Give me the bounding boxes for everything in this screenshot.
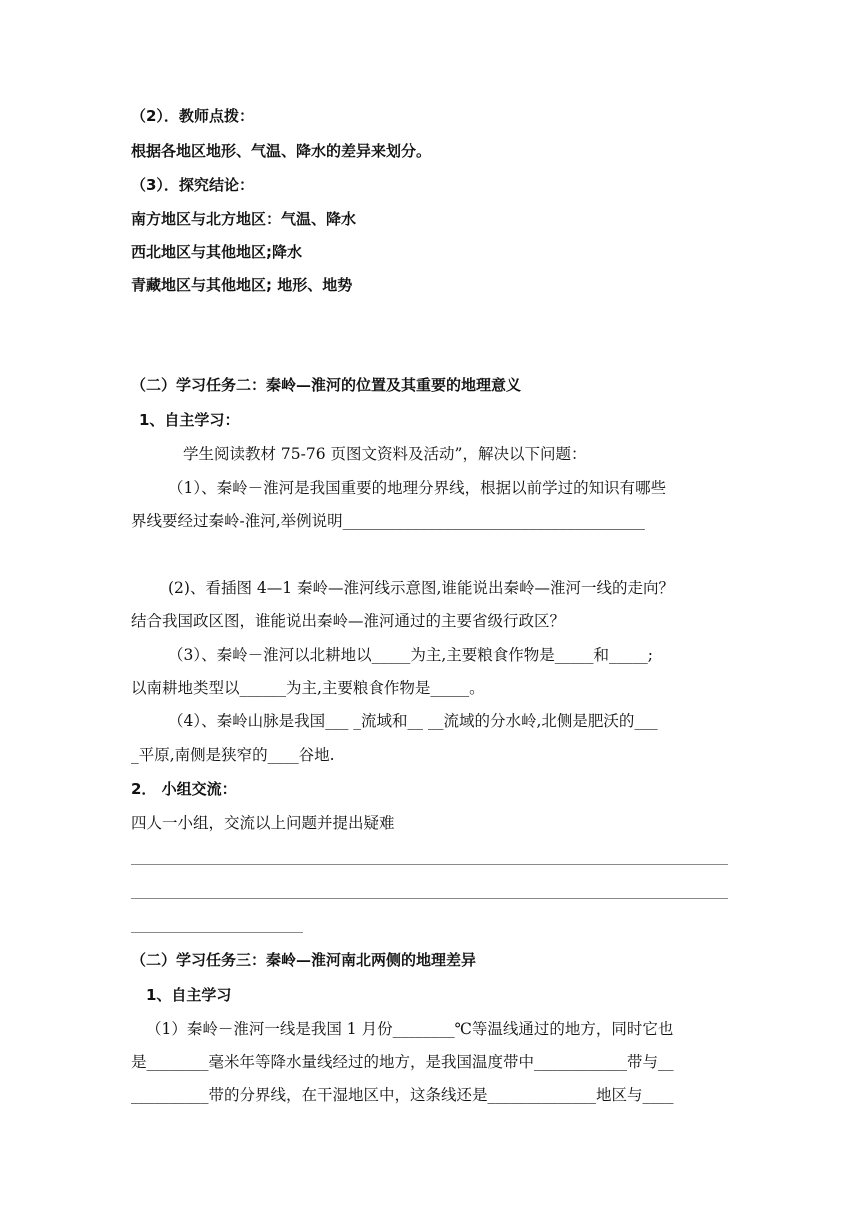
conclusion-item: 西北地区与其他地区;降水 [131,243,302,261]
task2-q1-line2: 界线要经过秦岭-淮河,举例说明_______________________________________ [131,512,645,530]
task2-title: （二）学习任务二：秦岭—淮河的位置及其重要的地理意义 [131,376,522,394]
task3-q1-line2: 是________毫米年等降水量线经过的地方，是我国温度带中____________带与__ [131,1053,674,1071]
group-exchange-label: 2． 小组交流： [131,780,237,798]
group-exchange-text: 四人一小组，交流以上问题并提出疑难 [131,814,395,832]
task3-q1-line3: __________带的分界线，在干湿地区中，这条线还是______________地区与____ [131,1086,674,1104]
task2-q2-line2: 结合我国政区图，谁能说出秦岭—淮河通过的主要省级行政区？ [131,612,566,630]
teacher-guide-text: 根据各地区地形、气温、降水的差异来划分。 [131,142,432,160]
task2-q4-line1: （4）、秦岭山脉是我国___ _流域和__ __流域的分水岭,北侧是肥沃的___ [168,712,658,730]
answer-line [131,864,728,865]
task2-intro: 学生阅读教材 75-76 页图文资料及活动”，解决以下问题： [183,445,587,463]
conclusion-label: （3）．探究结论： [131,176,254,194]
answer-line [131,898,728,899]
task2-q4-line2: _平原,南侧是狭窄的____谷地. [131,746,335,764]
task3-self-study-label: 1、自主学习 [146,986,232,1004]
teacher-guide-label: （2）．教师点拨： [131,107,254,125]
task3-q1-line1: （1）秦岭－淮河一线是我国 1 月份________℃等温线通过的地方，同时它也 [146,1020,674,1038]
task2-q3-line1: （3）、秦岭－淮河以北耕地以_____为主,主要粮食作物是_____和_____; [168,646,654,664]
task3-title: （二）学习任务三：秦岭—淮河南北两侧的地理差异 [131,951,477,969]
task2-q3-line2: 以南耕地类型以______为主,主要粮食作物是_____。 [131,679,485,697]
conclusion-item: 青藏地区与其他地区; 地形、地势 [131,276,353,294]
task2-q2-line1: (2)、看插图 4—1 秦岭—淮河线示意图,谁能说出秦岭—淮河一线的走向？ [168,579,674,597]
task2-self-study-label: 1、自主学习： [139,411,240,429]
task2-q1-line1: （1）、秦岭－淮河是我国重要的地理分界线，根据以前学过的知识有哪些 [168,479,667,497]
conclusion-item: 南方地区与北方地区：气温、降水 [131,210,357,228]
answer-line [131,932,303,933]
